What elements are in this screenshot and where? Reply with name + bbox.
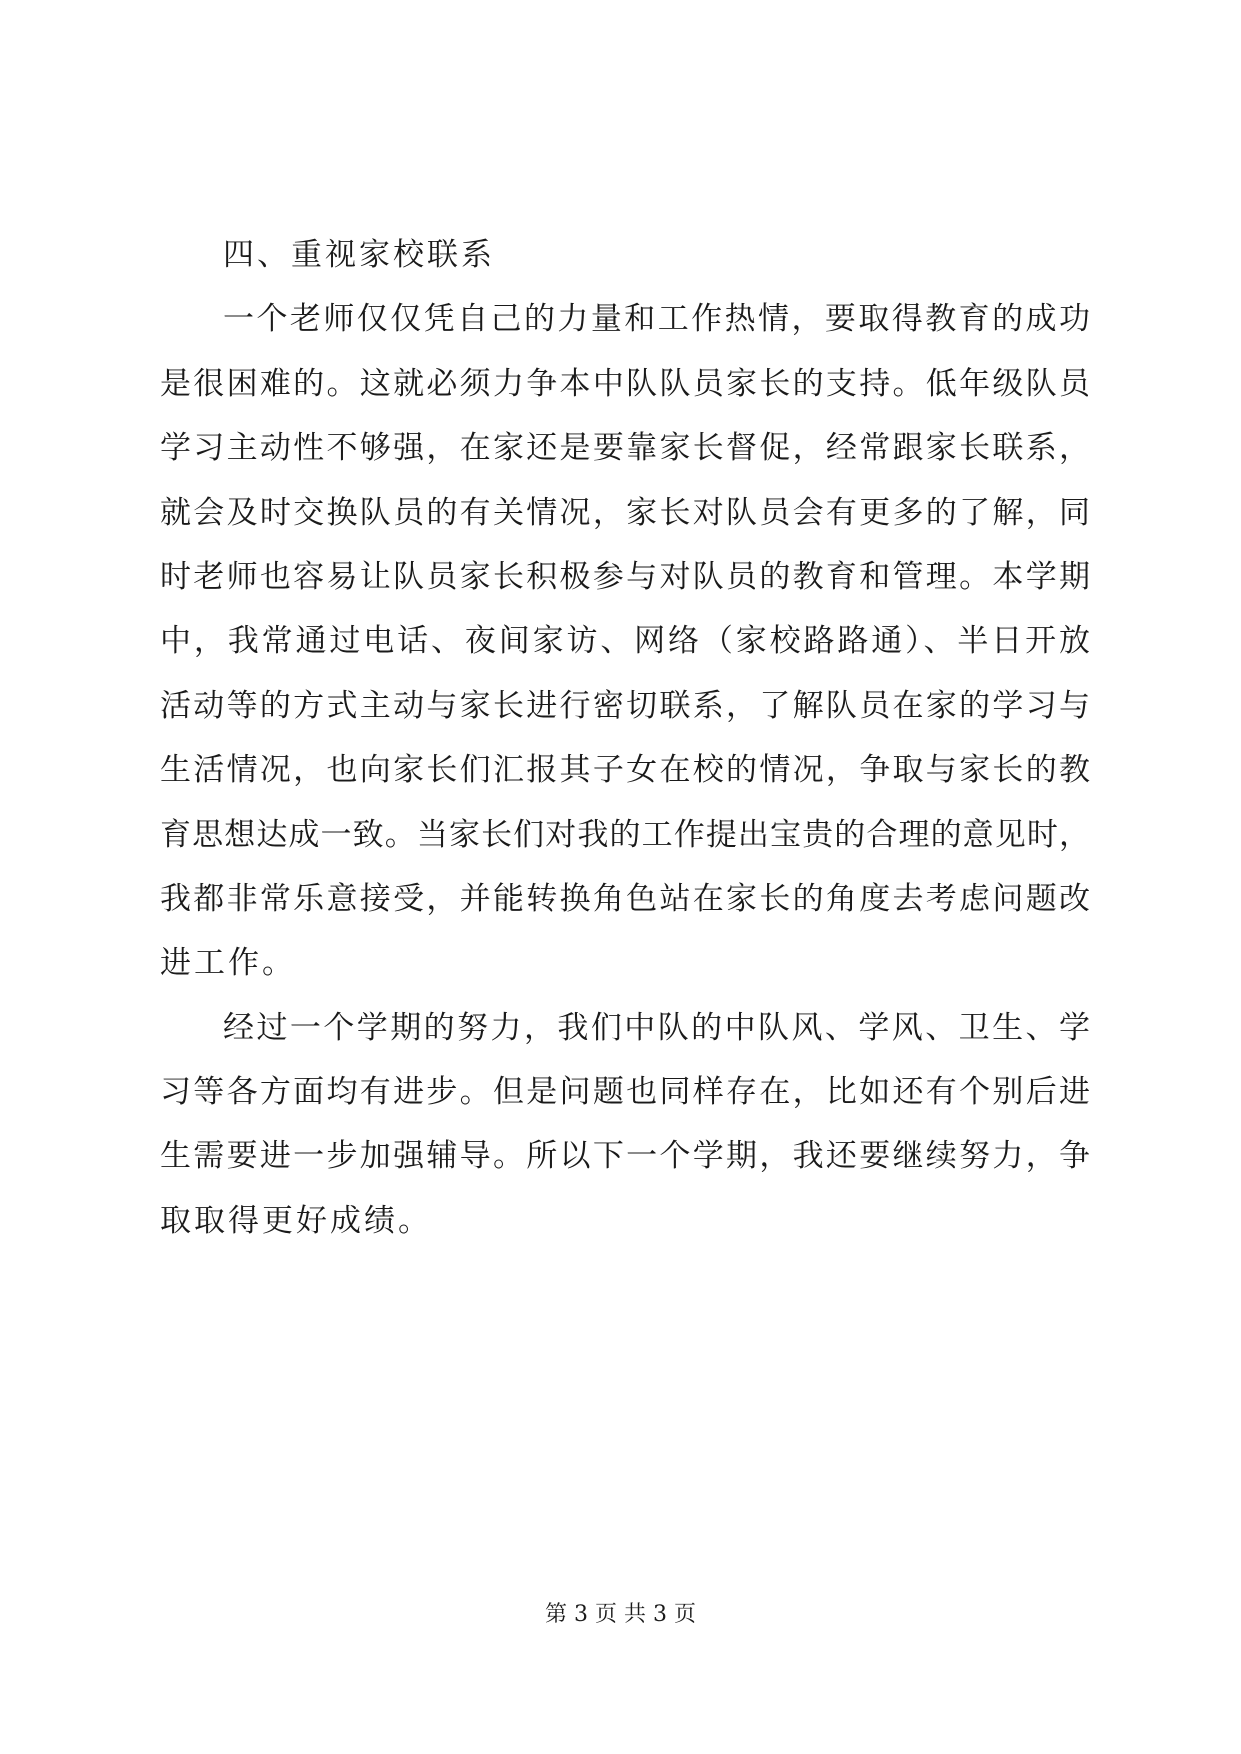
- paragraph-line: 我都非常乐意接受，并能转换角色站在家长的角度去考虑问题改: [160, 880, 1090, 917]
- paragraph-line: 进工作。: [160, 945, 296, 982]
- paragraph-line: 育思想达成一致。当家长们对我的工作提出宝贵的合理的意见时，: [160, 816, 1090, 853]
- paragraph-line: 活动等的方式主动与家长进行密切联系，了解队员在家的学习与: [160, 687, 1090, 724]
- paragraph-line: 生活情况，也向家长们汇报其子女在校的情况，争取与家长的教: [160, 752, 1090, 789]
- paragraph-line: 学习主动性不够强，在家还是要靠家长督促，经常跟家长联系，: [160, 430, 1090, 467]
- paragraph-summary: [160, 996, 1090, 1254]
- page-footer: [0, 1600, 1241, 1630]
- paragraph-line: 取取得更好成绩。: [160, 1202, 432, 1239]
- document-body: [160, 223, 1090, 1253]
- paragraph-home-school-contact: [160, 287, 1090, 995]
- paragraph-line: 习等各方面均有进步。但是问题也同样存在，比如还有个别后进: [160, 1074, 1090, 1111]
- paragraph-line: 就会及时交换队员的有关情况，家长对队员会有更多的了解，同: [160, 494, 1090, 531]
- section-heading: 四、重视家校联系: [223, 237, 495, 273]
- paragraph-line: 时老师也容易让队员家长积极参与对队员的教育和管理。本学期: [160, 558, 1090, 595]
- paragraph-line: 中，我常通过电话、夜间家访、网络（家校路路通）、半日开放: [160, 623, 1090, 660]
- paragraph-line: 生需要进一步加强辅导。所以下一个学期，我还要继续努力，争: [160, 1138, 1090, 1175]
- page-number: 第 3 页 共 3 页: [545, 1602, 696, 1627]
- paragraph-line: 经过一个学期的努力，我们中队的中队风、学风、卫生、学: [223, 1009, 1090, 1046]
- paragraph-line: 一个老师仅仅凭自己的力量和工作热情，要取得教育的成功: [223, 301, 1090, 338]
- paragraph-line: 是很困难的。这就必须力争本中队队员家长的支持。低年级队员: [160, 365, 1090, 402]
